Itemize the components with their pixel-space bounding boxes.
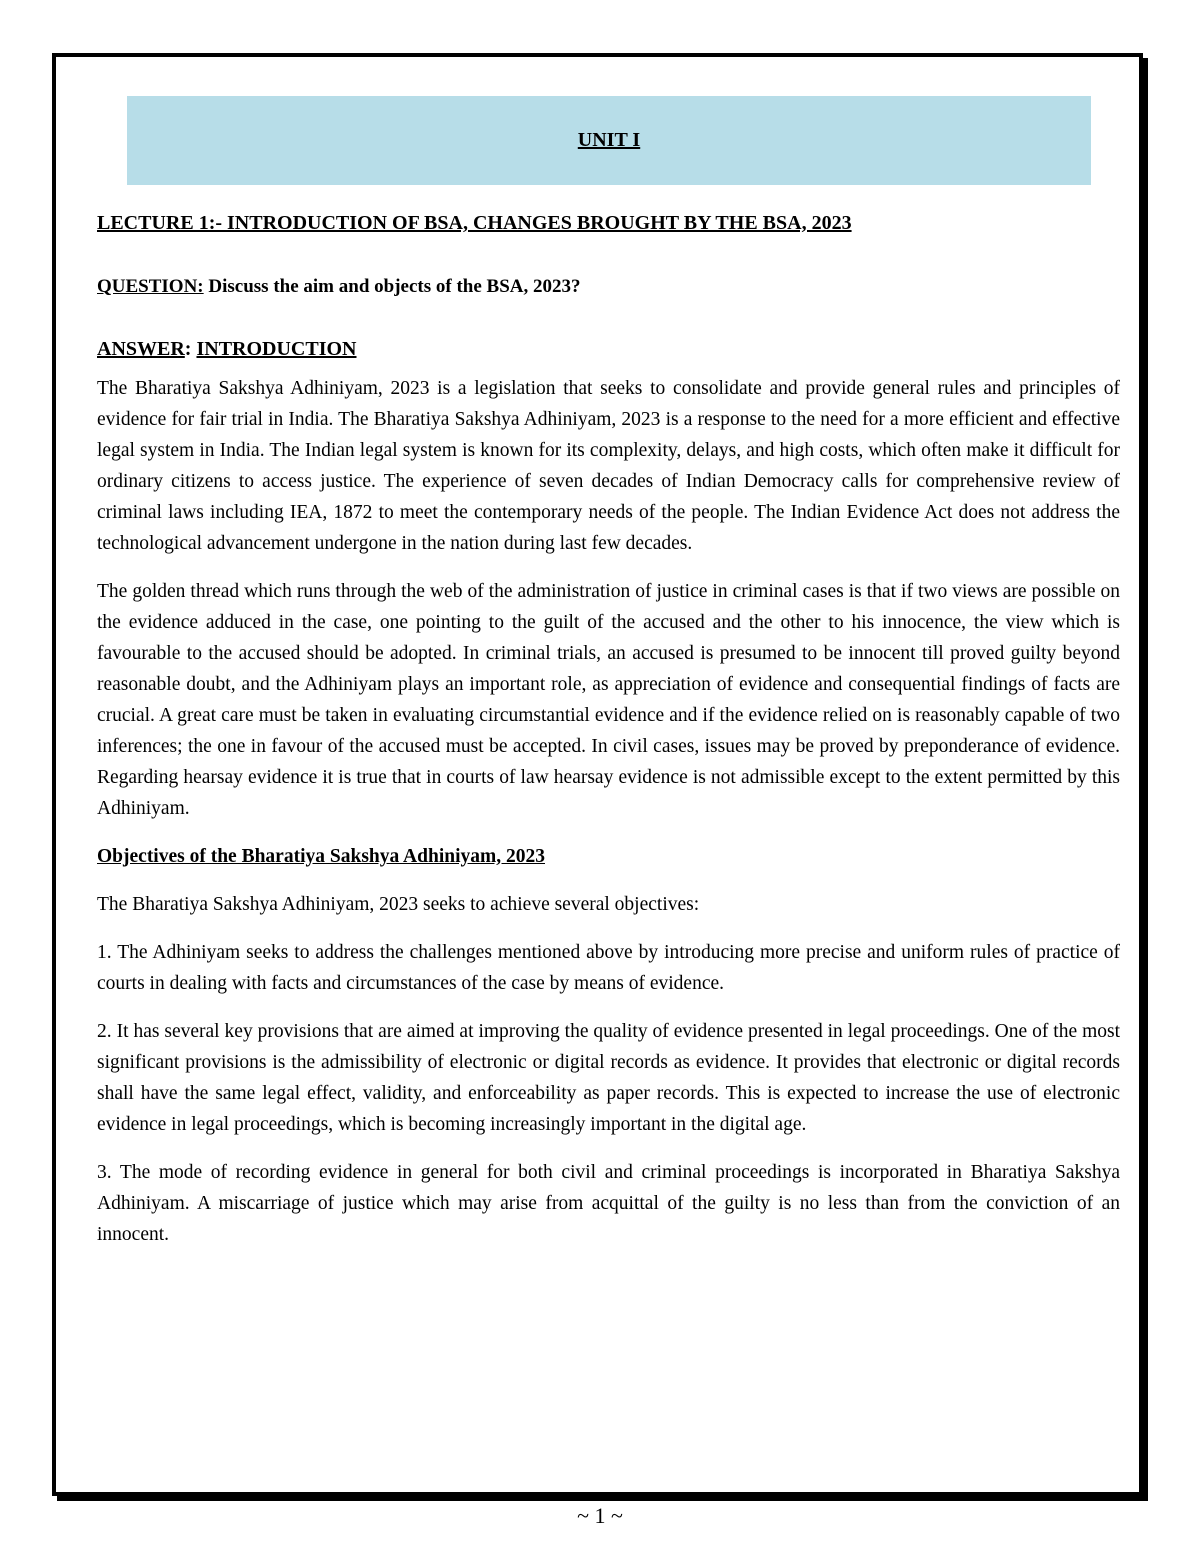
- document-content: [97, 208, 1120, 1267]
- objectives-intro: The Bharatiya Sakshya Adhiniyam, 2023 seeks to achieve several objectives:: [97, 894, 700, 915]
- question: [97, 271, 1120, 302]
- objective-item-2: 2. It has several key provisions that are aimed at improving the quality of evidence presented in legal proceedings. One of the most significant provisions is the admissibility of electronic or digital records as evidence. It provides that electronic or digital records shall have the same legal effect, validity, and enforceability as paper records. This is expected to increase the use of electronic evidence in legal proceedings, which is becoming increasingly important in the digital age.: [97, 1021, 1120, 1135]
- question-text: Discuss the aim and objects of the BSA, 2023?: [203, 276, 581, 297]
- objective-item-3: 3. The mode of recording evidence in general for both civil and criminal proceedings is incorporated in Bharatiya Sakshya Adhiniyam. A miscarriage of justice which may arise from acquittal of the guilty is no less than from the conviction of an innocent.: [97, 1162, 1120, 1245]
- unit-banner: [127, 96, 1091, 185]
- objective-item-1: 1. The Adhiniyam seeks to address the challenges mentioned above by introducing more precise and uniform rules of practice of courts in dealing with facts and circumstances of the case by means of evidence.: [97, 942, 1120, 994]
- answer-label: ANSWER: [97, 338, 185, 360]
- answer-heading: [97, 334, 1120, 365]
- paragraph-golden-thread: The golden thread which runs through the web of the administration of justice in criminal cases is that if two views are possible on the evidence adduced in the case, one pointing to the guilt of the accused and the other to his innocence, the view which is favourable to the accused should be adopted. In criminal trials, an accused is presumed to be innocent till proved guilty beyond reasonable doubt, and the Adhiniyam plays an important role, as appreciation of evidence and consequential findings of facts are crucial. A great care must be taken in evaluating circumstantial evidence and if the evidence relied on is reasonably capable of two inferences; the one in favour of the accused must be accepted. In civil cases, issues may be proved by preponderance of evidence. Regarding hearsay evidence it is true that in courts of law hearsay evidence is not admissible except to the extent permitted by this Adhiniyam.: [97, 581, 1120, 819]
- lecture-title: LECTURE 1:- INTRODUCTION OF BSA, CHANGES BROUGHT BY THE BSA, 2023: [97, 212, 852, 234]
- question-label: QUESTION:: [97, 276, 204, 297]
- paragraph-introduction: The Bharatiya Sakshya Adhiniyam, 2023 is a legislation that seeks to consolidate and provide general rules and principles of evidence for fair trial in India. The Bharatiya Sakshya Adhiniyam, 2023 is a response to the need for a more efficient and effective legal system in India. The Indian legal system is known for its complexity, delays, and high costs, which often make it difficult for ordinary citizens to access justice. The experience of seven decades of Indian Democracy calls for comprehensive review of criminal laws including IEA, 1872 to meet the contemporary needs of the people. The Indian Evidence Act does not address the technological advancement undergone in the nation during last few decades.: [97, 378, 1120, 554]
- page-number: ~ 1 ~: [577, 1503, 623, 1528]
- answer-colon: :: [184, 338, 197, 360]
- introduction-heading: INTRODUCTION: [196, 338, 357, 360]
- objectives-heading: Objectives of the Bharatiya Sakshya Adhiniyam, 2023: [97, 846, 545, 867]
- unit-title: UNIT I: [577, 129, 641, 151]
